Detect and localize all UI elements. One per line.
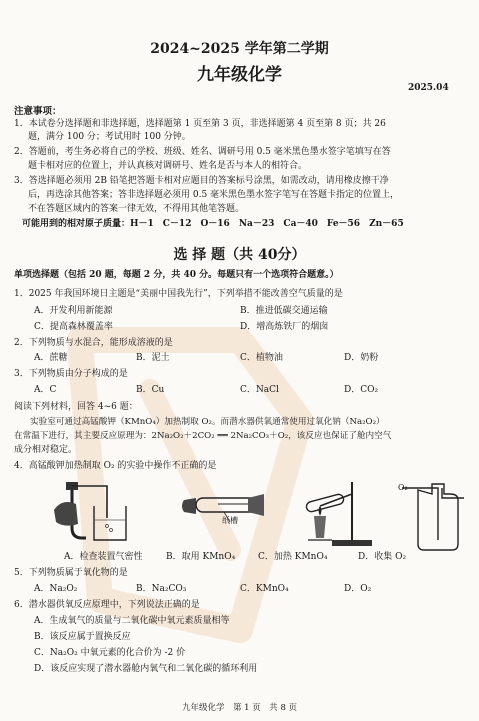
q2-stem: 2．下列物质与水混合，能形成溶液的是 [14,338,173,348]
page-footer: 九年级化学 第 1 页 共 8 页 [181,703,298,713]
q2-option-a: A．蔗糖 [34,353,68,363]
q2-option-c: C．植物油 [240,353,283,363]
airtightness-check-figure [52,478,152,548]
q4-option-d: D．收集 O₂ [358,552,407,562]
notes-title: 注意事项： [14,106,62,117]
q5-option-b: B．Na₂CO₃ [136,584,187,594]
o2-label: O₂ [398,483,408,492]
q1-option-d: D．增高炼铁厂的烟囱 [240,322,329,332]
exam-subject: 九年级化学 [197,65,282,85]
q4-option-a: A．检查装置气密性 [64,552,143,562]
note-line: 3．答选择题必须用 2B 铅笔把答题卡相对应题目的答案标号涂黑，如需改动，请用橡皮擦干净 [14,176,389,186]
note-line: 不在答题区域内的答案一律无效，不得用其他笔答题。 [28,204,245,214]
q6-option-c: C．Na₂O₂ 中氧元素的化合价为 -2 价 [34,648,186,658]
q3-option-d: D．CO₂ [344,385,379,395]
q2-option-d: D．奶粉 [344,353,379,363]
q6-stem: 6．潜水器供氧反应原理中，下列说法正确的是 [14,600,200,610]
q6-option-a: A．生成氧气的质量与二氧化碳中氧元素质量相等 [34,616,230,626]
note-line: 题卡相对应的位置上，并认真核对调研号、姓名是否与本人的相符合。 [28,161,308,171]
note-line: 题，满分 100 分；考试用时 100 分钟。 [28,132,191,142]
q4-stem: 4．高锰酸钾加热制取 O₂ 的实验中操作不正确的是 [14,461,217,471]
q1-option-b: B．推进低碳交通运输 [240,306,328,316]
exam-date: 2025.04 [408,83,449,93]
reading-line: 实验室可通过高锰酸钾（KMnO₄）加热制取 O₂。而潜水器供氧通常使用过氧化钠（Na₂O₂） [30,417,385,427]
q3-stem: 3．下列物质由分子构成的是 [14,369,128,379]
paper-trough-label: 纸槽 [222,516,238,525]
q3-option-a: A．C [34,385,57,395]
note-line: 1．本试卷分选择题和非选择题，选择题第 1 页至第 3 页，非选择题第 4 页至第 8 页；共 26 [14,119,386,129]
heating-setup-figure [302,476,392,552]
note-line: 2．答题前，考生务必将自己的学校、班级、姓名、调研号用 0.5 毫米黑色墨水签字笔填写在答 [14,147,391,157]
q5-option-d: D．O₂ [344,584,372,594]
q1-stem: 1．2025 年我国环境日主题是“美丽中国我先行”，下列举措不能改善空气质量的是 [14,289,343,299]
q2-option-b: B．泥土 [136,353,170,363]
q5-option-a: A．Na₂O₂ [34,584,78,594]
section-intro: 单项选择题（包括 20 题，每题 2 分，共 40 分。每题只有一个选项符合题意。） [14,270,339,280]
paper-trough-figure [178,484,268,534]
reading-line: 成分相对稳定。 [14,445,78,455]
q1-option-c: C．提高森林覆盖率 [34,322,113,332]
q4-option-c: C．加热 KMnO₄ [258,552,328,562]
q5-stem: 5．下列物质属于氧化物的是 [14,568,128,578]
q6-option-d: D．该反应实现了潜水器舱内氧气和二氧化碳的循环利用 [34,664,258,674]
q4-option-b: B．取用 KMnO₄ [166,552,236,562]
q1-option-a: A．开发利用新能源 [34,306,113,316]
reading-line: 在常温下进行，其主要反应原理为：2Na₂O₂＋2CO₂ ══ 2Na₂CO₃＋O₂，该反应也保证了舱内空气 [14,431,392,441]
q5-option-c: C．KMnO₄ [240,584,289,594]
reading-intro: 阅读下列材料，回答 4~6 题： [14,402,138,412]
q3-option-c: C．NaCl [240,385,279,395]
section-title: 选 择 题（共 40分） [173,247,306,263]
atomic-masses: 可能用到的相对原子质量：H－1 C－12 O－16 Na－23 Ca－40 Fe－56 Zn－65 [22,219,404,229]
q3-option-b: B．Cu [136,385,165,395]
note-line: 后，再选涂其他答案；答非选择题必须用 0.5 毫米黑色墨水签字笔写在答题卡指定的位置上， [28,190,400,200]
exam-year: 2024~2025 学年第二学期 [150,41,329,57]
q6-option-b: B．该反应属于置换反应 [34,632,131,642]
